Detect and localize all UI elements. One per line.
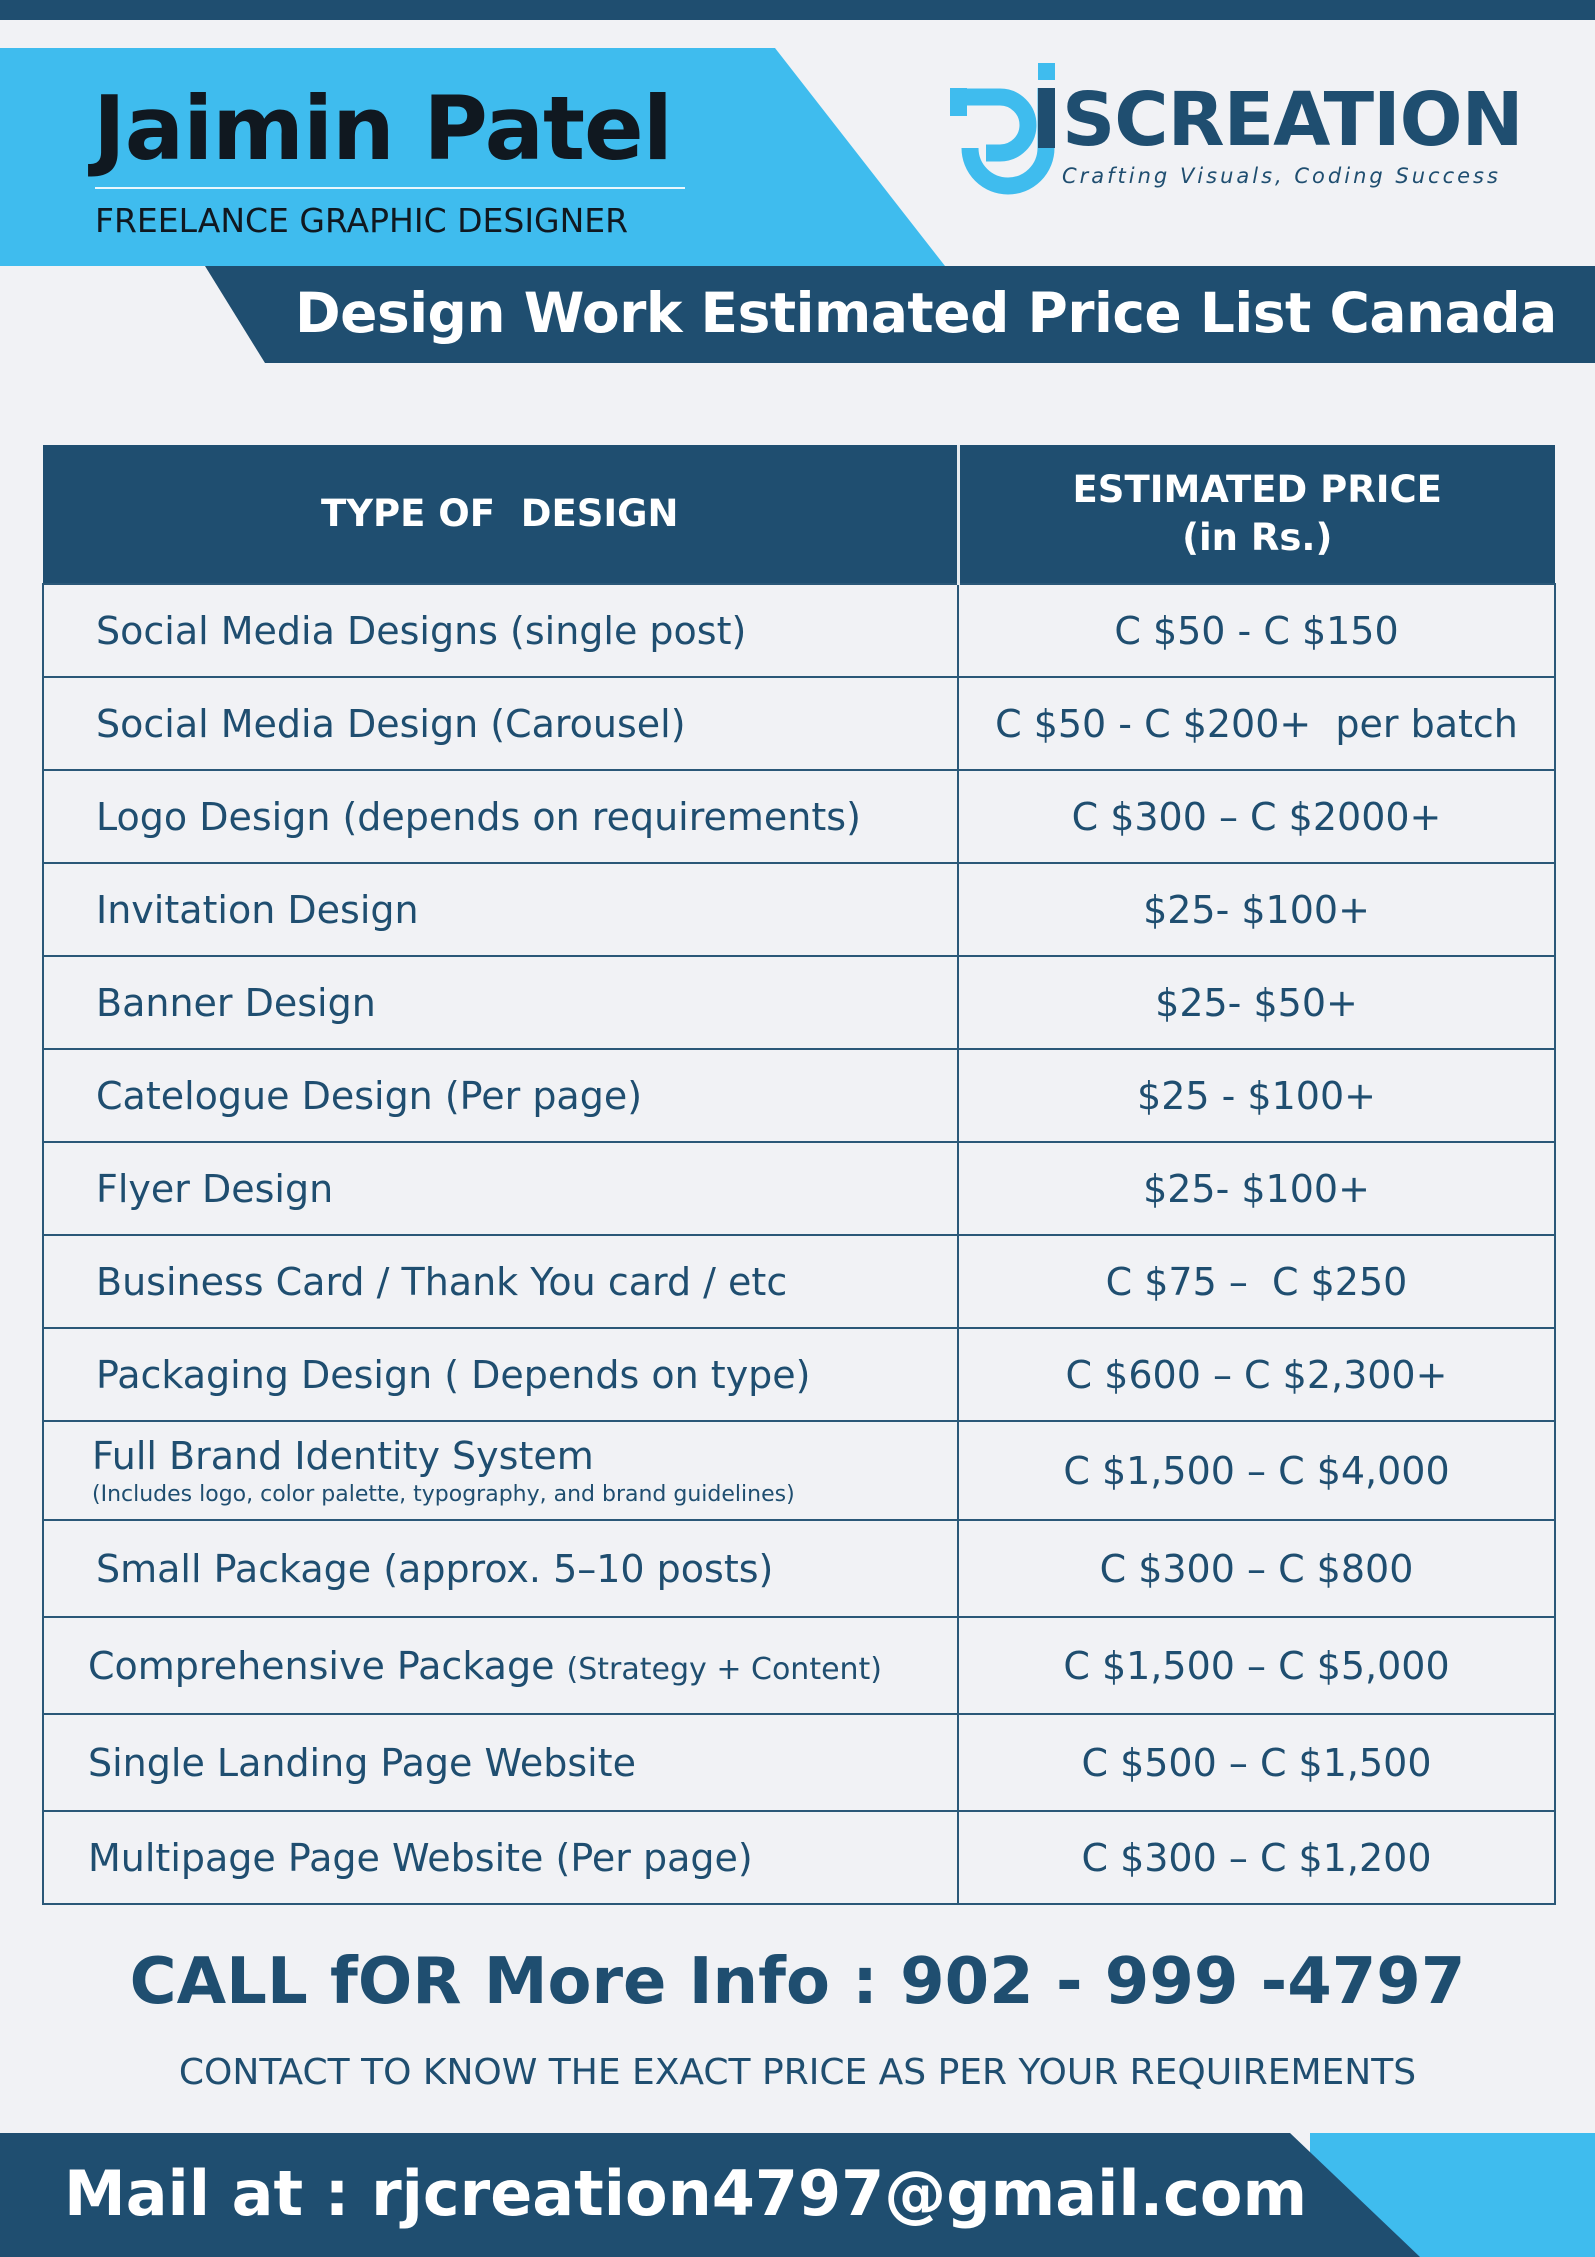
table-row: [43, 1328, 1555, 1421]
table-row: [43, 1811, 1555, 1904]
price-value: C $50 - C $150: [1114, 608, 1399, 653]
header-estimated-price: [958, 445, 1555, 584]
design-type-cell: [43, 1617, 958, 1714]
logo-tagline: Crafting Visuals, Coding Success: [1062, 164, 1501, 188]
price-value: C $300 – C $800: [1099, 1546, 1414, 1591]
design-type: Full Brand Identity System: [92, 1434, 594, 1478]
header-type-label: TYPE OF DESIGN: [320, 492, 679, 535]
price-cell: [958, 1328, 1555, 1421]
design-type-cell: [43, 1811, 958, 1904]
price-cell: [958, 1811, 1555, 1904]
design-type: Business Card / Thank You card / etc: [96, 1259, 788, 1304]
table-row: [43, 1049, 1555, 1142]
design-type-cell: [43, 677, 958, 770]
price-value: $25- $50+: [1155, 980, 1358, 1025]
design-type-cell: [43, 1520, 958, 1617]
table-row: [43, 1520, 1555, 1617]
table-row: [43, 1235, 1555, 1328]
designer-subtitle: FREELANCE GRAPHIC DESIGNER: [95, 201, 629, 240]
price-value: C $500 – C $1,500: [1081, 1740, 1432, 1785]
price-value: $25- $100+: [1143, 887, 1370, 932]
table-row: [43, 584, 1555, 677]
design-type: Comprehensive Package: [88, 1643, 555, 1688]
table-row: [43, 677, 1555, 770]
price-cell: [958, 1049, 1555, 1142]
price-cell: [958, 863, 1555, 956]
logo-text: SCREATION: [1062, 77, 1523, 163]
price-value: C $75 – C $250: [1105, 1259, 1408, 1304]
design-type: Banner Design: [96, 980, 376, 1025]
price-cell: [958, 956, 1555, 1049]
price-cell: [958, 770, 1555, 863]
call-info: CALL fOR More Info : 902 - 999 -4797: [129, 1945, 1466, 2019]
design-type-cell: [43, 1049, 958, 1142]
design-type: Flyer Design: [96, 1166, 334, 1211]
price-cell: [958, 1142, 1555, 1235]
price-cell: [958, 1520, 1555, 1617]
price-value: $25- $100+: [1143, 1166, 1370, 1211]
table-row: [43, 1142, 1555, 1235]
design-type-note: (Strategy + Content): [566, 1651, 883, 1687]
price-value: C $600 – C $2,300+: [1065, 1352, 1448, 1397]
price-cell: [958, 1714, 1555, 1811]
table-header-row: [43, 445, 1555, 584]
brand-logo: [950, 60, 1550, 195]
contact-note: CONTACT TO KNOW THE EXACT PRICE AS PER YOUR REQUIREMENTS: [178, 2052, 1417, 2093]
table-row: [43, 863, 1555, 956]
price-value: C $50 - C $200+ per batch: [995, 701, 1518, 746]
design-type: Social Media Design (Carousel): [96, 701, 686, 746]
table-row: [43, 1714, 1555, 1811]
price-value: C $1,500 – C $5,000: [1063, 1643, 1450, 1688]
price-value: C $300 – C $2000+: [1071, 794, 1442, 839]
name-divider: [95, 187, 685, 189]
design-type-cell: [43, 1328, 958, 1421]
table-row: [43, 1617, 1555, 1714]
table-row: [43, 1421, 1555, 1520]
table-row: [43, 956, 1555, 1049]
design-type-note: (Includes logo, color palette, typography, and brand guidelines): [92, 1482, 795, 1507]
header-type-of-design: [43, 445, 958, 584]
designer-name: Jaimin Patel: [93, 77, 672, 180]
design-type: Invitation Design: [96, 887, 419, 932]
top-strip: [0, 0, 1595, 20]
header-price-line2: (in Rs.): [1182, 516, 1333, 559]
design-type-cell: [43, 770, 958, 863]
price-cell: [958, 584, 1555, 677]
design-type: Packaging Design ( Depends on type): [96, 1352, 811, 1397]
price-cell: [958, 1235, 1555, 1328]
design-type: Social Media Designs (single post): [96, 608, 747, 653]
table-row: [43, 770, 1555, 863]
price-value: C $300 – C $1,200: [1081, 1835, 1432, 1880]
price-cell: [958, 677, 1555, 770]
price-table: [42, 445, 1556, 1905]
price-cell: [958, 1421, 1555, 1520]
design-type-cell: [43, 1235, 958, 1328]
design-type-cell: [43, 863, 958, 956]
design-type-cell: [43, 1142, 958, 1235]
design-type-cell: [43, 1714, 958, 1811]
page-title: Design Work Estimated Price List Canada: [295, 281, 1557, 345]
design-type: Single Landing Page Website: [88, 1740, 636, 1785]
rj-monogram-icon: [950, 60, 1065, 195]
design-type: Logo Design (depends on requirements): [96, 794, 861, 839]
design-type: Multipage Page Website (Per page): [88, 1835, 753, 1880]
design-type-cell: [43, 584, 958, 677]
price-value: C $1,500 – C $4,000: [1063, 1448, 1450, 1493]
mail-info[interactable]: Mail at : rjcreation4797@gmail.com: [64, 2157, 1308, 2230]
header-price-line1: ESTIMATED PRICE: [1072, 468, 1442, 511]
design-type-cell: [43, 956, 958, 1049]
design-type: Catelogue Design (Per page): [96, 1073, 643, 1118]
rj-monogram-text: RJ: [950, 70, 951, 71]
price-value: $25 - $100+: [1137, 1073, 1376, 1118]
design-type-cell: [43, 1421, 958, 1520]
design-type: Small Package (approx. 5–10 posts): [96, 1546, 774, 1591]
price-cell: [958, 1617, 1555, 1714]
